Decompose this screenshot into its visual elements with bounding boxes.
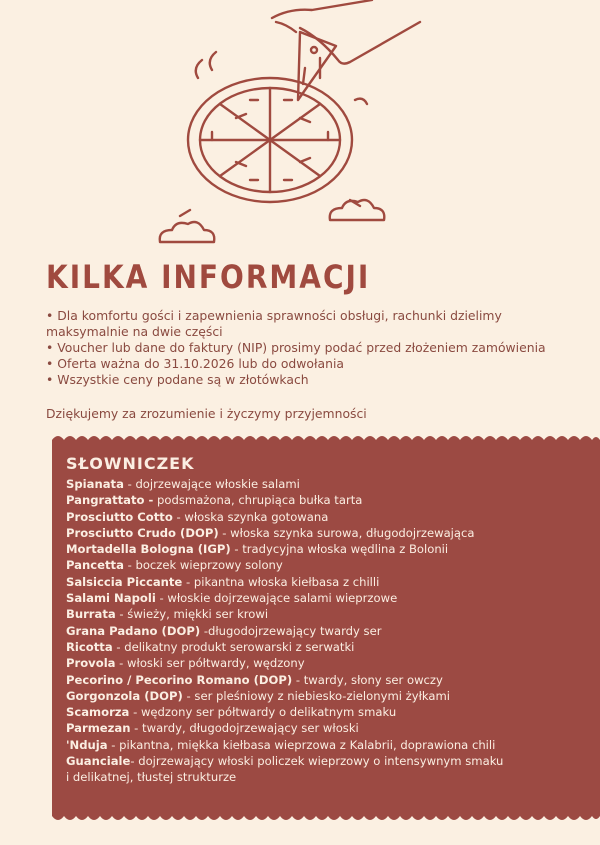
glossary-desc: - włoska szynka surowa, długodojrzewająca: [218, 525, 475, 540]
glossary-desc: - włoskie dojrzewające salami wieprzowe: [155, 591, 398, 606]
glossary-desc: - dojrzewający włoski policzek wieprzowy o intensywnym smaku: [130, 754, 504, 769]
glossary-term: Prosciutto Cotto: [66, 509, 173, 524]
glossary-term: Provola: [66, 656, 116, 671]
glossary-term: Parmezan: [66, 721, 131, 736]
glossary-entry: [66, 737, 586, 753]
glossary-term: 'Nduja: [66, 737, 108, 752]
info-item: • Dla komfortu gości i zapewnienia sprawności obsługi, rachunki dzielimy maksymalnie na dwie części: [46, 308, 502, 339]
glossary-term: Mortadella Bologna (IGP): [66, 542, 231, 557]
glossary-term: Pangrattato -: [66, 493, 154, 508]
glossary-desc: -długodojrzewający twardy ser: [200, 623, 382, 638]
glossary-term: Ricotta: [66, 639, 113, 654]
glossary-desc: - włoski ser półtwardy, wędzony: [115, 656, 305, 671]
glossary-term: Pecorino / Pecorino Romano (DOP): [66, 672, 293, 687]
glossary-entry: [66, 720, 586, 736]
glossary-desc: - twardy, długodojrzewający ser włoski: [130, 721, 359, 736]
glossary-entry: [66, 590, 586, 606]
glossary-entry: [66, 672, 586, 688]
panel-bottom-wave: [0, 808, 600, 828]
glossary-entry: [66, 688, 586, 704]
glossary-desc: - ser pleśniowy z niebiesko-zielonymi żyłkami: [182, 688, 451, 703]
glossary-term: Burrata: [66, 607, 116, 622]
glossary-entry: [66, 655, 586, 671]
info-item: • Oferta ważna do 31.10.2026 lub do odwołania: [46, 356, 344, 371]
glossary-term: Spianata: [66, 477, 124, 491]
glossary-desc: - wędzony ser półtwardy o delikatnym smaku: [129, 705, 397, 720]
glossary-term: Grana Padano (DOP): [66, 623, 201, 638]
glossary-desc: - tradycyjna włoska wędlina z Bolonii: [230, 542, 449, 557]
glossary-entry-continued: i delikatnej, tłustej strukturze: [66, 770, 237, 785]
thanks-text: Dziękujemy za zrozumienie i życzymy przyjemności: [46, 406, 367, 421]
glossary-entry: [66, 509, 586, 525]
glossary-entry: [66, 541, 586, 557]
pizza-illustration: [0, 0, 600, 250]
glossary-entry: [66, 704, 586, 720]
glossary-desc: podsmażona, chrupiąca bułka tarta: [153, 493, 363, 508]
glossary-term: Prosciutto Crudo (DOP): [66, 525, 219, 540]
info-item: • Voucher lub dane do faktury (NIP) prosimy podać przed złożeniem zamówienia: [46, 340, 546, 355]
glossary-entry: [66, 557, 586, 573]
glossary-entry: [66, 606, 586, 622]
glossary-desc: - dojrzewające włoskie salami: [123, 477, 300, 491]
page-title: KILKA INFORMACJI: [46, 258, 371, 296]
glossary-desc: - boczek wieprzowy solony: [123, 558, 283, 573]
glossary-desc: - włoska szynka gotowana: [172, 509, 329, 524]
glossary-desc: - pikantna, miękka kiełbasa wieprzowa z Kalabrii, doprawiona chili: [107, 737, 496, 752]
glossary-entry: [66, 525, 586, 541]
glossary-desc: - twardy, słony ser owczy: [292, 672, 443, 687]
glossary-entry: [66, 623, 586, 639]
glossary-desc: - pikantna włoska kiełbasa z chilli: [182, 574, 380, 589]
info-list: [46, 308, 566, 388]
glossary-entry: [66, 574, 586, 590]
glossary-entry: [66, 492, 586, 508]
glossary-entry: [66, 753, 586, 769]
glossary-list: [66, 476, 586, 786]
glossary-term: Salsiccia Piccante: [66, 574, 183, 589]
glossary-desc: - delikatny produkt serowarski z serwatki: [112, 639, 355, 654]
glossary-term: Guanciale: [66, 754, 131, 769]
glossary-entry: [66, 639, 586, 655]
glossary-title: SŁOWNICZEK: [66, 454, 195, 473]
info-item: • Wszystkie ceny podane są w złotówkach: [46, 372, 309, 387]
glossary-term: Gorgonzola (DOP): [66, 688, 183, 703]
glossary-term: Scamorza: [66, 705, 130, 720]
glossary-entry: [66, 476, 586, 492]
glossary-term: Pancetta: [66, 558, 124, 573]
glossary-term: Salami Napoli: [66, 591, 156, 606]
glossary-desc: - świeży, miękki ser krowi: [115, 607, 269, 622]
